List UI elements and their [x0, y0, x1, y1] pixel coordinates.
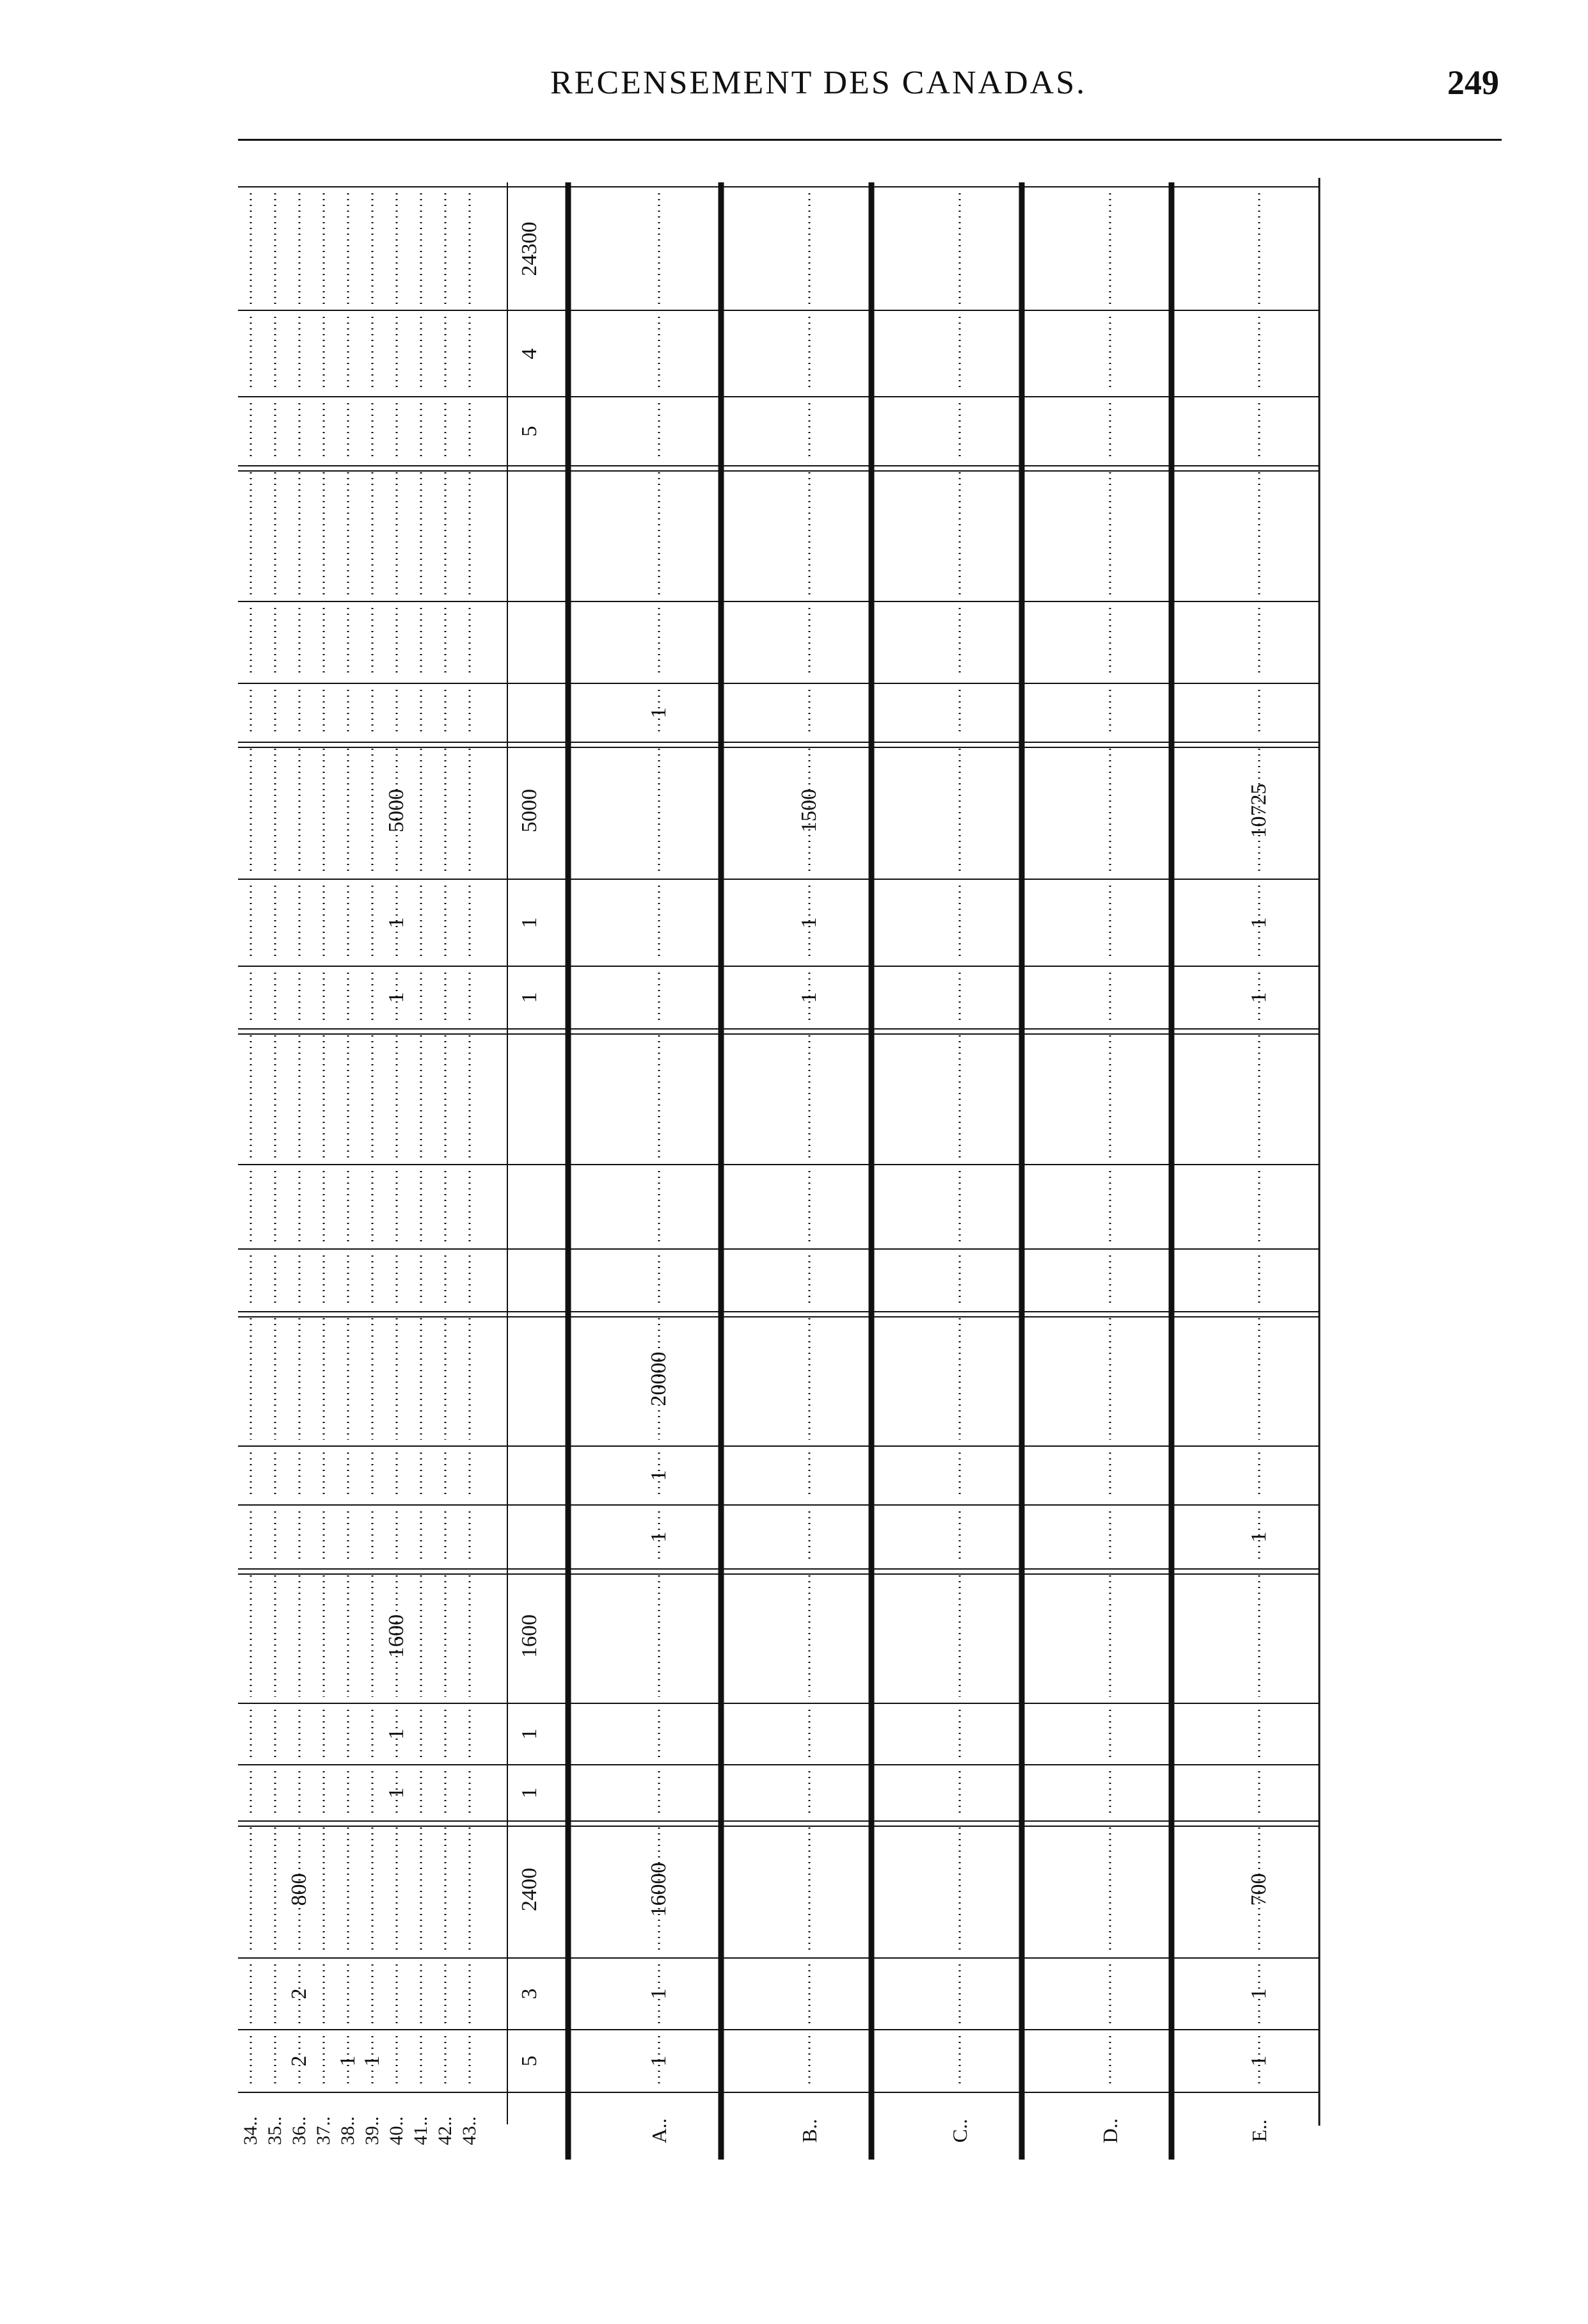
- row-label: 34..: [240, 2116, 261, 2145]
- cell-value: 1: [385, 917, 408, 928]
- cell-value: 1: [1247, 2055, 1271, 2067]
- cell-value: 2: [287, 1988, 311, 2000]
- cell-value: 1600: [385, 1614, 408, 1658]
- cell-value: 24300: [518, 221, 541, 276]
- cell-value: 1: [518, 1787, 541, 1799]
- cell-value: 1: [797, 992, 821, 1003]
- cell-value: 1: [385, 1787, 408, 1799]
- cell-value: 1: [647, 707, 671, 719]
- row-label: C..: [948, 2119, 971, 2143]
- cell-value: 1: [385, 992, 408, 1003]
- row-label: D..: [1099, 2118, 1122, 2144]
- cell-value: 20000: [647, 1351, 671, 1406]
- cell-value: 1: [1247, 917, 1271, 928]
- row-label: A..: [647, 2118, 671, 2144]
- cell-value: 16000: [647, 1862, 671, 1917]
- cell-value: 1: [336, 2055, 360, 2067]
- cell-value: 2400: [518, 1868, 541, 1911]
- cell-value: 1: [1247, 1988, 1271, 2000]
- cell-value: 1: [797, 917, 821, 928]
- row-label: 35..: [264, 2116, 285, 2145]
- cell-value: 1: [518, 1728, 541, 1740]
- cell-value: 1: [647, 2055, 671, 2067]
- row-label: 37..: [313, 2116, 334, 2145]
- cell-value: 5: [518, 426, 541, 437]
- cell-value: 1: [647, 1988, 671, 2000]
- cell-value: 1: [385, 1728, 408, 1740]
- cell-value: 1500: [797, 789, 821, 832]
- cell-value: 5000: [518, 789, 541, 832]
- cell-value: 1: [1247, 992, 1271, 1003]
- row-label: 39..: [361, 2116, 383, 2145]
- page-title: RECENSEMENT DES CANADAS.: [550, 65, 1087, 101]
- cell-value: 10725: [1247, 783, 1271, 838]
- cell-value: 1: [518, 992, 541, 1003]
- row-label: 40..: [386, 2116, 407, 2145]
- row-label: 42..: [434, 2116, 456, 2145]
- page-number: 249: [1447, 63, 1499, 102]
- cell-value: 700: [1247, 1873, 1271, 1906]
- cell-value: 1: [647, 1470, 671, 1481]
- cell-value: 800: [287, 1873, 311, 1906]
- cell-value: 1: [518, 917, 541, 928]
- cell-value: 5000: [385, 789, 408, 832]
- row-label: 41..: [410, 2116, 431, 2145]
- cell-value: 1: [360, 2055, 384, 2067]
- row-label: 43..: [459, 2116, 480, 2145]
- cell-value: 4: [518, 348, 541, 359]
- cell-value: 2: [287, 2055, 311, 2067]
- row-label: B..: [798, 2119, 821, 2143]
- row-label: 38..: [337, 2116, 358, 2145]
- cell-value: 1: [1247, 1531, 1271, 1543]
- row-label: 36..: [289, 2116, 310, 2145]
- cell-value: 1600: [518, 1614, 541, 1658]
- cell-value: 1: [647, 1531, 671, 1543]
- cell-value: 3: [518, 1988, 541, 2000]
- cell-value: 5: [518, 2055, 541, 2067]
- row-label: E..: [1248, 2119, 1271, 2142]
